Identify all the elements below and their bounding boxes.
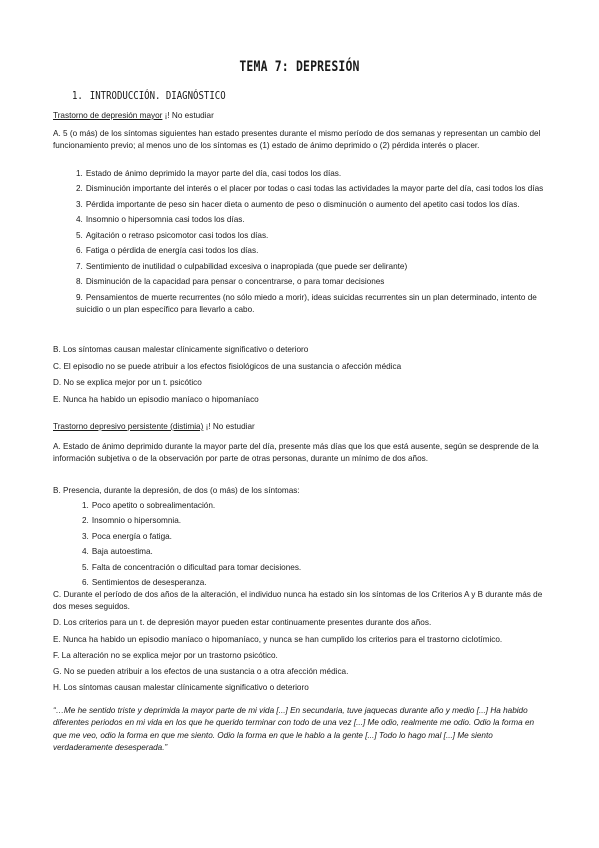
- item-number: 2.: [76, 184, 83, 194]
- item-number: 5.: [82, 562, 89, 572]
- item-text: Sentimiento de inutilidad o culpabilidad excesiva o inapropiada (que puede ser delirante): [85, 261, 408, 271]
- item-text: Pensamientos de muerte recurrentes (no sólo miedo a morir), ideas suicidas recurrentes sin un plan determinado, intento de suicidio o un plan específico para llevarlo a cabo.: [76, 292, 537, 314]
- section-label: INTRODUCCIÓN. DIAGNÓSTICO: [89, 90, 226, 102]
- pdd-heading: [53, 421, 553, 433]
- criterion-text: D. No se explica mejor por un t. psicótico: [53, 378, 202, 388]
- pdd-symptom-list: [82, 500, 542, 592]
- item-text: Poca energía o fatiga.: [91, 531, 172, 541]
- criterion-text: C. El episodio no se puede atribuir a los efectos fisiológicos de una sustancia o afección médica: [53, 361, 402, 371]
- criterion-text: H. Los síntomas causan malestar clínicamente significativo o deterioro: [53, 683, 309, 693]
- mdd-heading-note: ¡! No estudiar: [162, 111, 214, 120]
- pdd-symptom-item: [82, 577, 542, 589]
- item-number: 4.: [76, 215, 83, 225]
- pdd-symptom-item: [82, 500, 542, 512]
- item-text: Falta de concentración o dificultad para tomar decisiones.: [91, 562, 302, 572]
- mdd-heading: [53, 110, 553, 122]
- pdd-criterion-a-text: A. Estado de ánimo deprimido durante la mayor parte del día, presente más días que los que está ausente, según se desprende de la información subjetiva o de la observación por parte de otras personas, durante un mínimo de dos años.: [53, 442, 539, 464]
- criterion-text: E. Nunca ha habido un episodio maníaco o hipomaníaco, y nunca se han cumplido los criterios para el trastorno ciclotímico.: [53, 634, 503, 644]
- patient-quote: “…Me he sentido triste y deprimida la mayor parte de mi vida [...] En secundaria, tuve jaquecas durante año y medio [...] Ha habido diferentes periodos en mi vida en los que he querido terminar con todo de una vez [...] Me odio, realmente me odio. Odio la forma en que me veo, odio la forma en que me siento. Odio la forma en que le hablo a la gente [...] Todo lo hago mal [...] Me siento verdaderamente desesperada.”: [53, 706, 535, 753]
- item-text: Baja autoestima.: [91, 547, 153, 557]
- criterion-text: G. No se pueden atribuir a los efectos de una sustancia o a otra afección médica.: [53, 667, 349, 677]
- pdd-symptom-item: [82, 515, 542, 527]
- item-text: Insomnio o hipersomnia casi todos los días.: [85, 215, 245, 225]
- mdd-symptom-item: [76, 276, 546, 288]
- mdd-symptom-item: [76, 292, 546, 316]
- mdd-symptom-item: [76, 261, 546, 273]
- pdd-criterion-a: [53, 441, 553, 466]
- item-text: Agitación o retraso psicomotor casi todos los días.: [85, 230, 269, 240]
- pdd-heading-note: ¡! No estudiar: [203, 422, 255, 431]
- section-heading: [72, 90, 226, 102]
- item-number: 6.: [76, 246, 83, 256]
- pdd-heading-title: Trastorno depresivo persistente (distimia): [53, 422, 204, 431]
- item-text: Pérdida importante de peso sin hacer dieta o aumento de peso o disminución o aumento del apetito casi todos los días.: [85, 199, 520, 209]
- item-number: 1.: [76, 169, 83, 178]
- mdd-other-criteria: [53, 344, 553, 410]
- item-number: 6.: [82, 577, 89, 587]
- mdd-symptom-list: [76, 168, 546, 319]
- mdd-symptom-item: [76, 214, 546, 226]
- item-number: 5.: [76, 230, 83, 240]
- item-number: 3.: [82, 531, 89, 541]
- item-number: 7.: [76, 261, 83, 271]
- item-text: Insomnio o hipersomnia.: [91, 516, 182, 526]
- pdd-criterion-b: [53, 485, 553, 497]
- item-number: 9.: [76, 292, 83, 302]
- mdd-symptom-item: [76, 183, 546, 195]
- mdd-heading-title: Trastorno de depresión mayor: [53, 111, 163, 120]
- criterion-text: E. Nunca ha habido un episodio maníaco o hipomaníaco: [53, 394, 259, 404]
- criterion-text: B. Los síntomas causan malestar clínicamente significativo o deterioro: [53, 345, 309, 354]
- item-text: Fatiga o pérdida de energía casi todos los días.: [85, 246, 259, 256]
- mdd-symptom-item: [76, 230, 546, 242]
- page-title: TEMA 7: DEPRESIÓN: [239, 59, 360, 75]
- pdd-symptom-item: [82, 562, 542, 574]
- item-number: 4.: [82, 547, 89, 557]
- item-text: Disminución importante del interés o el placer por todas o casi todas las actividades la mayor parte del día, casi todos los días: [85, 184, 544, 194]
- pdd-symptom-item: [82, 531, 542, 543]
- mdd-criterion-a: [53, 128, 553, 153]
- item-number: 8.: [76, 277, 83, 287]
- mdd-symptom-item: [76, 168, 546, 180]
- item-number: 1.: [82, 501, 89, 510]
- item-number: 3.: [76, 199, 83, 209]
- pdd-criterion-b-text: B. Presencia, durante la depresión, de dos (o más) de los síntomas:: [53, 486, 300, 495]
- pdd-symptom-item: [82, 546, 542, 558]
- item-text: Sentimientos de desesperanza.: [91, 577, 207, 587]
- mdd-criterion-a-text: A. 5 (o más) de los síntomas siguientes han estado presentes durante el mismo período de dos semanas y representan un cambio del funcionamiento previo; al menos uno de los síntomas es (1) estado de ánimo deprimido o (2) pérdida interés o placer.: [53, 129, 541, 151]
- mdd-symptom-item: [76, 245, 546, 257]
- item-text: Poco apetito o sobrealimentación.: [91, 501, 216, 510]
- section-number: 1.: [72, 90, 83, 102]
- item-text: Disminución de la capacidad para pensar o concentrarse, o para tomar decisiones: [85, 277, 385, 287]
- criterion-text: D. Los criterios para un t. de depresión mayor pueden estar continuamente presentes durante dos años.: [53, 618, 432, 628]
- pdd-other-criteria: [53, 589, 553, 698]
- mdd-symptom-item: [76, 199, 546, 211]
- criterion-text: C. Durante el período de dos años de la alteración, el individuo nunca ha estado sin los síntomas de los Criterios A y B durante más de dos meses seguidos.: [53, 590, 543, 612]
- item-number: 2.: [82, 516, 89, 526]
- item-text: Estado de ánimo deprimido la mayor parte del día, casi todos los días.: [85, 169, 342, 178]
- criterion-text: F. La alteración no se explica mejor por un trastorno psicótico.: [53, 650, 278, 660]
